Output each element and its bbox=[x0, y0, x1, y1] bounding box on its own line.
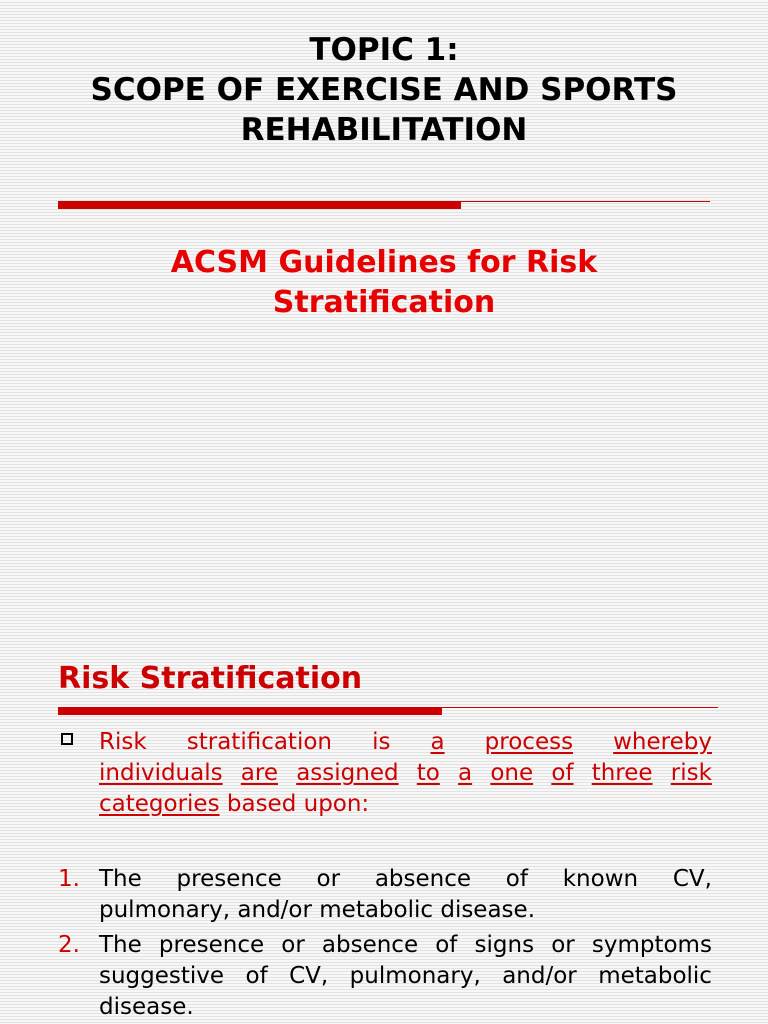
word: are bbox=[240, 760, 278, 786]
subtitle-line-2: Stratification bbox=[272, 285, 496, 320]
bullet-line-1 bbox=[99, 727, 712, 758]
list-item-word: known bbox=[562, 866, 639, 892]
list-item-line-3: disease. bbox=[99, 994, 194, 1020]
list-item-line-2 bbox=[99, 961, 712, 992]
topic-title-line-3: REHABILITATION bbox=[240, 112, 528, 148]
list-item-line-2: pulmonary, and/or metabolic disease. bbox=[99, 897, 536, 923]
list-item-word: The bbox=[99, 866, 142, 892]
bullet-underlined-word: process bbox=[484, 729, 574, 755]
title-divider-thick bbox=[58, 708, 442, 715]
list-item-line-1 bbox=[99, 930, 712, 961]
word: of bbox=[551, 760, 574, 786]
bullet-word: is bbox=[372, 729, 391, 755]
list-item-word: presence bbox=[176, 866, 282, 892]
bullet-line-3 bbox=[99, 789, 712, 820]
topic-title-line-2: SCOPE OF EXERCISE AND SPORTS bbox=[90, 72, 678, 108]
title-divider-thick bbox=[58, 202, 461, 209]
bullet-underlined-word: categories bbox=[99, 791, 220, 817]
list-item-word: or bbox=[316, 866, 341, 892]
word: and/or bbox=[502, 963, 577, 989]
word: a bbox=[458, 760, 473, 786]
word: presence bbox=[158, 932, 265, 958]
bullet-word: stratification bbox=[186, 729, 332, 755]
topic-title-line-1: TOPIC 1: bbox=[309, 32, 459, 68]
word: absence bbox=[321, 932, 419, 958]
topic-title bbox=[0, 30, 768, 150]
word: of bbox=[245, 963, 268, 989]
subtitle-line-1: ACSM Guidelines for Risk bbox=[170, 245, 598, 280]
list-item-number: 2. bbox=[58, 932, 80, 958]
word: risk bbox=[670, 760, 712, 786]
word: signs bbox=[474, 932, 535, 958]
word: of bbox=[435, 932, 458, 958]
bullet-word: Risk bbox=[99, 729, 147, 755]
word: The bbox=[99, 932, 142, 958]
list-item bbox=[99, 864, 712, 926]
slide-risk-stratification bbox=[0, 512, 768, 1024]
word: one bbox=[490, 760, 534, 786]
bullet-paragraph bbox=[99, 727, 712, 820]
list-item-number: 1. bbox=[58, 866, 80, 892]
word: to bbox=[416, 760, 440, 786]
slide-title: Risk Stratification bbox=[58, 661, 363, 696]
word: metabolic bbox=[598, 963, 712, 989]
list-item-word: absence bbox=[374, 866, 472, 892]
word: pulmonary, bbox=[349, 963, 481, 989]
list-item bbox=[99, 930, 712, 1023]
word: CV, bbox=[289, 963, 329, 989]
list-item-word: of bbox=[505, 866, 528, 892]
word: or bbox=[551, 932, 575, 958]
word: or bbox=[281, 932, 305, 958]
bullet-underlined-word: whereby bbox=[613, 729, 712, 755]
word: assigned bbox=[296, 760, 399, 786]
list-item-line-1 bbox=[99, 864, 712, 895]
bullet-tail-text: based upon: bbox=[219, 791, 370, 817]
word: suggestive bbox=[99, 963, 225, 989]
slide-subtitle bbox=[0, 243, 768, 323]
word: symptoms bbox=[591, 932, 712, 958]
word: individuals bbox=[99, 760, 223, 786]
bullet-line-2 bbox=[99, 758, 712, 789]
list-item-word: CV, bbox=[672, 866, 712, 892]
hollow-square-bullet-icon bbox=[61, 733, 73, 745]
bullet-underlined-word: a bbox=[430, 729, 445, 755]
word: three bbox=[591, 760, 653, 786]
